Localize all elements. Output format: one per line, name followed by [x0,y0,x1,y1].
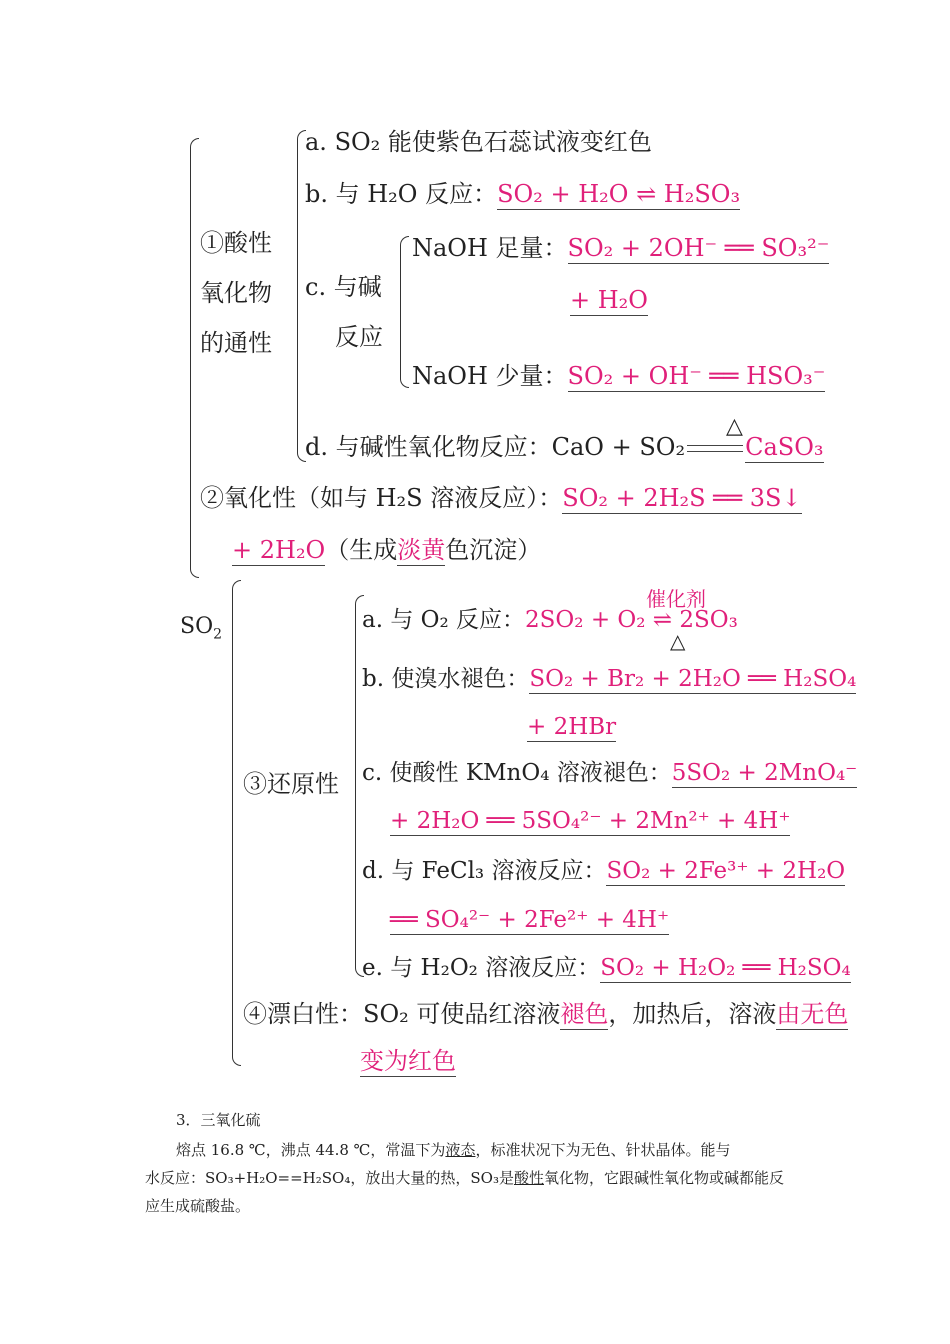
outer-bracket-bottom [232,580,241,1066]
acid-d-product: CaSO₃ [745,433,824,461]
oxid-equation-2: + 2H₂O [232,536,326,564]
red-b-equation-2: + 2HBr [527,714,617,740]
oxid-equation: SO₂ + 2H₂S ══ 3S↓ [562,484,802,512]
acid-label-2: 氧化物 [200,279,272,307]
red-b-equation: SO₂ + Br₂ + 2H₂O ══ H₂SO₄ [529,666,857,692]
red-a-catalyst: 催化剂 [646,587,706,611]
liquid-word: 液态 [445,1141,476,1159]
acid-label-3: 的通性 [200,329,272,357]
red-a-heat: △ [670,629,686,653]
acid-label-1: ①酸性 [200,229,272,257]
acid-b-equation: SO₂ + H₂O ⇌ H₂SO₃ [497,180,741,208]
red-c: c. 使酸性 KMnO₄ 溶液褪色：5SO₂ + 2MnO₄⁻ [362,760,858,786]
red-d: d. 与 FeCl₃ 溶液反应：SO₂ + 2Fe³⁺ + 2H₂O [362,858,846,884]
acid-c2-equation: SO₂ + OH⁻ ══ HSO₃⁻ [567,362,826,390]
red-e: e. 与 H₂O₂ 溶液反应：SO₂ + H₂O₂ ══ H₂SO₄ [362,955,851,981]
bleach-word-1: 褪色 [560,1000,609,1028]
acid-c2: NaOH 少量：SO₂ + OH⁻ ══ HSO₃⁻ [412,362,826,390]
root-label: $SO_2$ [180,614,223,643]
red-c-equation-2: + 2H₂O ══ 5SO₄²⁻ + 2Mn²⁺ + 4H⁺ [390,808,791,834]
acid-c-label-2: 反应 [335,323,383,351]
red-c-equation: 5SO₂ + 2MnO₄⁻ [671,760,858,786]
acid-c1: NaOH 足量：SO₂ + 2OH⁻ ══ SO₃²⁻ [412,234,830,262]
acidic-word: 酸性 [513,1169,544,1187]
equals-sign [687,445,743,452]
acid-d-condition: △ [726,414,743,439]
oxid-line-1: ②氧化性（如与 H₂S 溶液反应）：SO₂ + 2H₂S ══ 3S↓ [200,484,802,512]
oxid-line-2: + 2H₂O（生成淡黄色沉淀） [232,536,542,564]
section-line-1: 熔点 16.8 ℃，沸点 44.8 ℃，常温下为液态，标准状况下为无色、针状晶体。能与 [176,1141,731,1159]
section-line-2: 水反应：SO₃+H₂O==H₂SO₄，放出大量的热，SO₃是酸性氧化物，它跟碱性氧化物或碱都能反 [145,1169,784,1187]
base-bracket [400,236,409,388]
section-heading: 3．三氧化硫 [176,1111,261,1129]
bleach-line-2: 变为红色 [360,1047,456,1075]
acid-a: a. SO₂ 能使紫色石蕊试液变红色 [305,128,652,156]
red-label: ③还原性 [243,770,339,798]
red-e-equation: SO₂ + H₂O₂ ══ H₂SO₄ [600,955,851,981]
outer-bracket-top [190,138,199,578]
acid-c-label-1: c. 与碱 [305,273,382,301]
red-b: b. 使溴水褪色：SO₂ + Br₂ + 2H₂O ══ H₂SO₄ [362,666,857,692]
bleach-line-1: ④漂白性：SO₂ 可使品红溶液褪色，加热后，溶液由无色 [243,1000,849,1028]
acid-d: d. 与碱性氧化物反应：CaO + SO₂ CaSO₃ [305,433,824,461]
section-line-3: 应生成硫酸盐。 [145,1197,251,1215]
red-d-equation: SO₂ + 2Fe³⁺ + 2H₂O [606,858,846,884]
acid-c1-equation: SO₂ + 2OH⁻ ══ SO₃²⁻ [567,234,830,262]
red-a-equation: 2SO₂ + O₂ ⇌ 2SO₃ [525,607,738,633]
bleach-word-2: 由无色 [776,1000,849,1028]
oxid-color: 淡黄 [397,536,446,564]
red-d-equation-2: ══ SO₄²⁻ + 2Fe²⁺ + 4H⁺ [390,907,670,933]
red-a: a. 与 O₂ 反应：2SO₂ + O₂ ⇌ 2SO₃ [362,607,738,633]
acid-c1-equation-2: + H₂O [570,286,648,314]
acid-b: b. 与 H₂O 反应：SO₂ + H₂O ⇌ H₂SO₃ [305,180,741,208]
